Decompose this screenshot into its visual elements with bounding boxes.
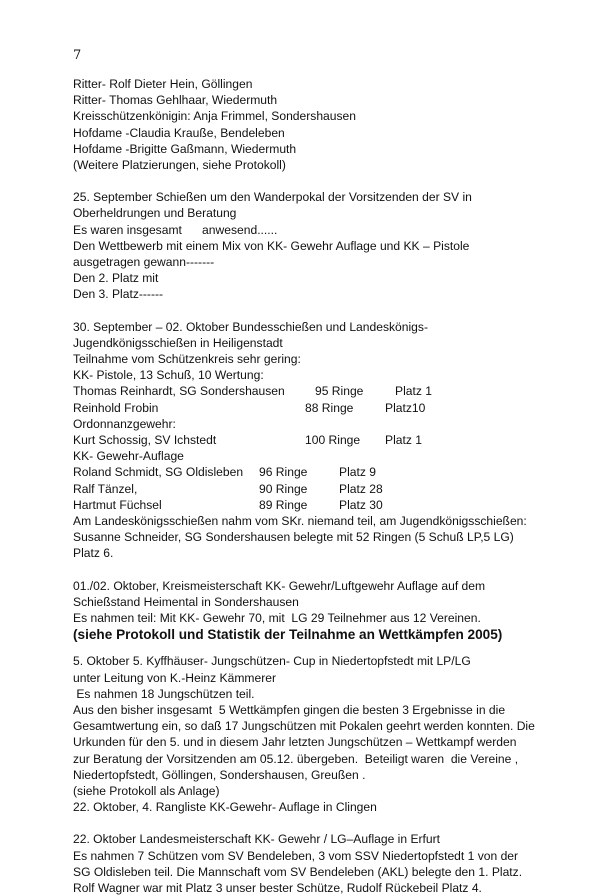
section-bundesschiessen bbox=[73, 319, 573, 562]
result-place: Platz 28 bbox=[339, 481, 383, 496]
text-line: unter Leitung von K.-Heinz Kämmerer bbox=[73, 670, 277, 685]
section-kreismeisterschaft bbox=[73, 578, 573, 644]
text-line: Teilnahme vom Schützenkreis sehr gering: bbox=[73, 352, 301, 367]
result-name: Ralf Tänzel, bbox=[73, 481, 138, 496]
result-score: 90 Ringe bbox=[259, 481, 308, 496]
text-line: Schießstand Heimental in Sondershausen bbox=[73, 594, 299, 609]
text-line: Ordonnanzgewehr: bbox=[73, 416, 176, 431]
result-place: Platz 9 bbox=[339, 465, 376, 480]
text-line: Gesamtwertung ein, so daß 17 Jungschützen mit Pokalen geehrt werden konnten. Die bbox=[73, 719, 535, 734]
text-line: Rolf Wagner war mit Platz 3 unser bester Schütze, Rudolf Rückebeil Platz 4. bbox=[73, 880, 482, 895]
text-line: Kreisschützenkönigin: Anja Frimmel, Sondershausen bbox=[73, 109, 357, 124]
result-row bbox=[73, 383, 573, 399]
text-line: (siehe Protokoll als Anlage) bbox=[73, 783, 220, 798]
result-row bbox=[73, 481, 573, 497]
result-score: 100 Ringe bbox=[305, 433, 361, 448]
text-line: Hofdame -Claudia Krauße, Bendeleben bbox=[73, 125, 285, 140]
text-line: KK- Gewehr-Auflage bbox=[73, 449, 184, 464]
text-line: Jugendkönigsschießen in Heiligenstadt bbox=[73, 335, 283, 350]
text-line: (Weitere Platzierungen, siehe Protokoll) bbox=[73, 158, 286, 173]
result-row bbox=[73, 400, 573, 416]
text-line: Es waren insgesamt anwesend...... bbox=[73, 222, 278, 237]
bold-note: (siehe Protokoll und Statistik der Teilnahme an Wettkämpfen 2005) bbox=[73, 627, 503, 643]
section-kreiskoenig bbox=[73, 76, 573, 173]
result-name: Reinhold Frobin bbox=[73, 400, 159, 415]
text-line: Oberheldrungen und Beratung bbox=[73, 206, 237, 221]
result-name: Kurt Schossig, SV Ichstedt bbox=[73, 433, 217, 448]
section-landesmeisterschaft bbox=[73, 831, 573, 896]
result-place: Platz 1 bbox=[395, 384, 432, 399]
text-line: Hofdame -Brigitte Gaßmann, Wiedermuth bbox=[73, 141, 297, 156]
result-score: 96 Ringe bbox=[259, 465, 308, 480]
result-place: Platz 30 bbox=[339, 497, 383, 512]
text-line: 30. September – 02. Oktober Bundesschießen und Landeskönigs- bbox=[73, 319, 428, 334]
page-number: 7 bbox=[73, 48, 82, 63]
result-row bbox=[73, 464, 573, 480]
text-line: Susanne Schneider, SG Sondershausen belegte mit 52 Ringen (5 Schuß LP,5 LG) bbox=[73, 530, 514, 545]
text-line: SG Oldisleben teil. Die Mannschaft vom SV Bendeleben (AKL) belegte den 1. Platz. bbox=[73, 864, 523, 879]
text-line: zur Beratung der Vorsitzenden am 05.12. übergeben. Beteiligt waren die Vereine , bbox=[73, 751, 519, 766]
text-line: 22. Oktober, 4. Rangliste KK-Gewehr- Auflage in Clingen bbox=[73, 800, 377, 815]
text-line: Urkunden für den 5. und in diesem Jahr letzten Jungschützen – Wettkampf werden bbox=[73, 735, 517, 750]
text-line: 5. Oktober 5. Kyffhäuser- Jungschützen- Cup in Niedertopfstedt mit LP/LG bbox=[73, 654, 471, 669]
text-line: 22. Oktober Landesmeisterschaft KK- Gewehr / LG–Auflage in Erfurt bbox=[73, 832, 441, 847]
text-line: Platz 6. bbox=[73, 546, 114, 561]
result-name: Thomas Reinhardt, SG Sondershausen bbox=[73, 384, 285, 399]
result-row bbox=[73, 432, 573, 448]
text-line: Den 2. Platz mit bbox=[73, 271, 159, 286]
text-line: Am Landeskönigsschießen nahm vom SKr. niemand teil, am Jugendkönigsschießen: bbox=[73, 514, 527, 529]
text-line: Aus den bisher insgesamt 5 Wettkämpfen gingen die besten 3 Ergebnisse in die bbox=[73, 702, 506, 717]
document-body bbox=[73, 76, 573, 896]
text-line: ausgetragen gewann------- bbox=[73, 255, 215, 270]
text-line: Es nahmen 18 Jungschützen teil. bbox=[73, 686, 255, 701]
section-jungschuetzen-cup bbox=[73, 653, 573, 815]
result-score: 95 Ringe bbox=[315, 384, 364, 399]
text-line: Es nahmen teil: Mit KK- Gewehr 70, mit LG 29 Teilnehmer aus 12 Vereinen. bbox=[73, 611, 481, 626]
result-place: Platz 1 bbox=[385, 433, 422, 448]
text-line: 01./02. Oktober, Kreismeisterschaft KK- Gewehr/Luftgewehr Auflage auf dem bbox=[73, 578, 486, 593]
result-score: 89 Ringe bbox=[259, 497, 308, 512]
text-line: Den 3. Platz------ bbox=[73, 287, 164, 302]
result-name: Roland Schmidt, SG Oldisleben bbox=[73, 465, 244, 480]
result-row bbox=[73, 497, 573, 513]
text-line: Niedertopfstedt, Göllingen, Sondershausen, Greußen . bbox=[73, 767, 366, 782]
section-wanderpokal bbox=[73, 189, 573, 302]
text-line: Ritter- Rolf Dieter Hein, Göllingen bbox=[73, 77, 253, 91]
result-place: Platz10 bbox=[385, 400, 426, 415]
text-line: Es nahmen 7 Schützen vom SV Bendeleben, 3 vom SSV Niedertopfstedt 1 von der bbox=[73, 848, 519, 863]
result-score: 88 Ringe bbox=[305, 400, 354, 415]
text-line: Ritter- Thomas Gehlhaar, Wiedermuth bbox=[73, 93, 278, 108]
text-line: 25. September Schießen um den Wanderpokal der Vorsitzenden der SV in bbox=[73, 190, 472, 205]
result-name: Hartmut Füchsel bbox=[73, 497, 162, 512]
text-line: Den Wettbewerb mit einem Mix von KK- Gewehr Auflage und KK – Pistole bbox=[73, 238, 470, 253]
text-line: KK- Pistole, 13 Schuß, 10 Wertung: bbox=[73, 368, 264, 383]
